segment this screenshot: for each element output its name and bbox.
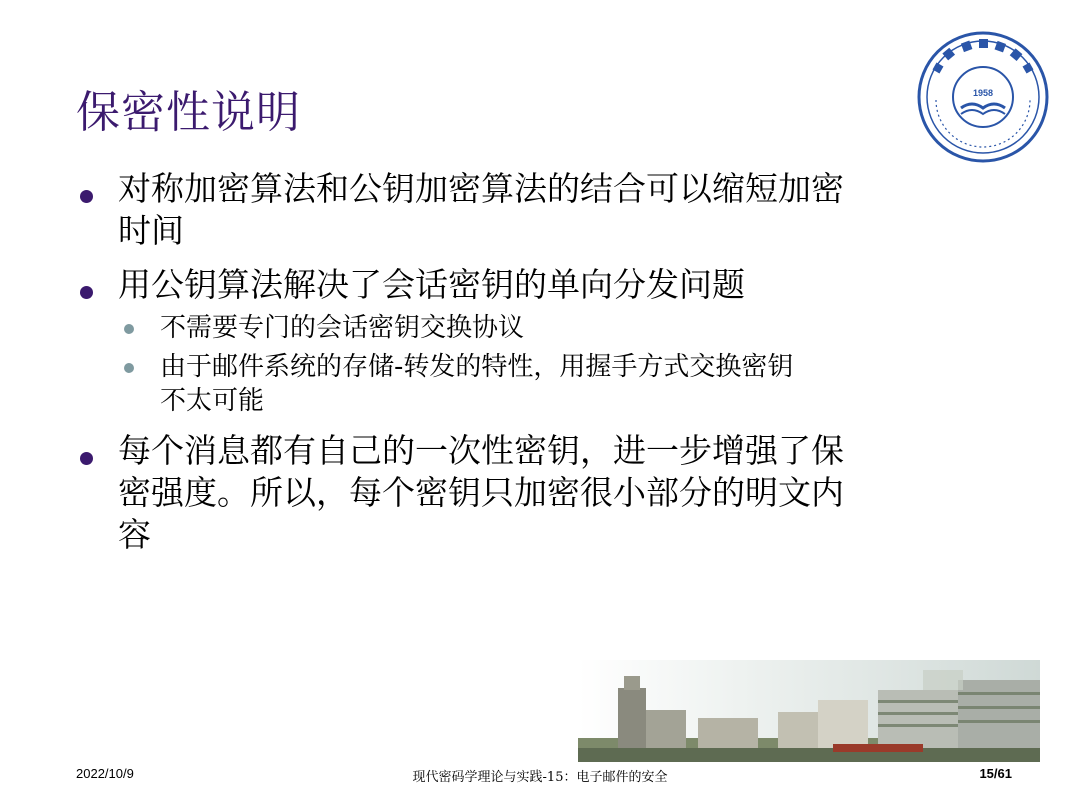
bullet-text-line: 时间 xyxy=(118,211,184,250)
campus-photo xyxy=(578,660,1040,762)
sub-bullet-text-line: 由于邮件系统的存储-转发的特性，用握手方式交换密钥 xyxy=(160,352,794,382)
sub-bullet-dot-icon xyxy=(124,363,134,373)
bullet-text-line: 密强度。所以，每个密钥只加密很小部分的明文内 xyxy=(118,473,844,512)
university-seal-logo xyxy=(916,30,1050,164)
bullet-item xyxy=(72,430,1002,556)
bullet-text-line: 每个消息都有自己的一次性密钥，进一步增强了保 xyxy=(118,431,844,470)
sub-bullet-item xyxy=(72,311,1002,345)
bullet-text-line: 用公钥算法解决了会话密钥的单向分发问题 xyxy=(118,265,745,304)
bullet-item xyxy=(72,168,1002,252)
bullet-dot-icon xyxy=(80,190,93,203)
bullet-dot-icon xyxy=(80,286,93,299)
bullet-text-line: 容 xyxy=(118,515,151,554)
seal-year: 1958 xyxy=(972,88,994,98)
bullet-text-line: 对称加密算法和公钥加密算法的结合可以缩短加密 xyxy=(118,169,844,208)
footer-page-number: 15/61 xyxy=(979,766,1012,781)
sub-bullet-text-line: 不太可能 xyxy=(160,386,265,416)
slide-title: 保密性说明 xyxy=(76,87,301,138)
footer-course-title: 现代密码学理论与实践-15：电子邮件的安全 xyxy=(412,770,668,785)
sub-bullet-item xyxy=(72,350,1002,418)
sub-bullet-dot-icon xyxy=(124,324,134,334)
footer-date: 2022/10/9 xyxy=(76,766,134,781)
bullet-item xyxy=(72,264,1002,306)
bullet-list xyxy=(72,168,1002,556)
bullet-dot-icon xyxy=(80,452,93,465)
sub-bullet-text-line: 不需要专门的会话密钥交换协议 xyxy=(160,313,525,343)
